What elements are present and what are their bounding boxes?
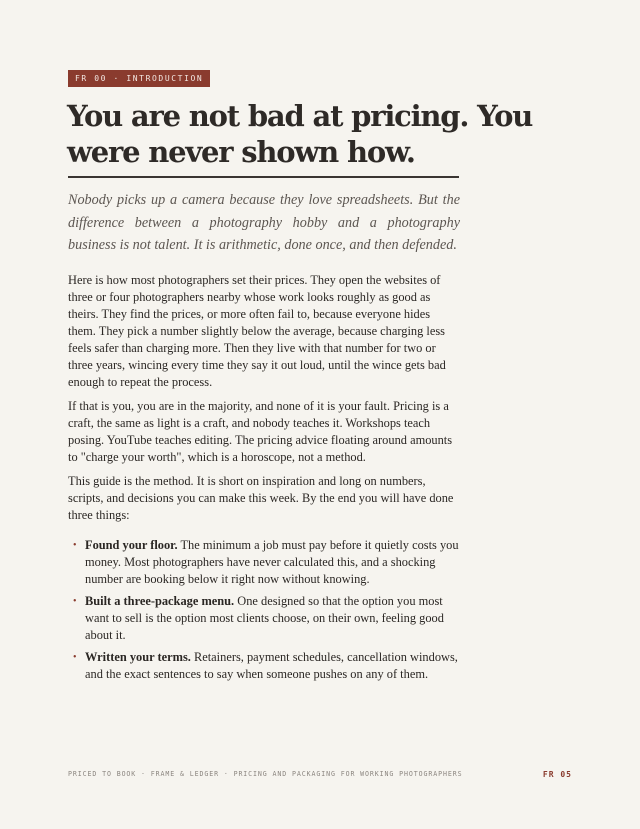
list-item-text: One designed so that the option you most want to sell is the option most clients choose, on their own, feeling good about it. bbox=[85, 594, 444, 642]
lede-paragraph: Nobody picks up a camera because they love spreadsheets. But the difference between a photography hobby and a photography business is not talent. It is arithmetic, done once, and then defended. bbox=[68, 192, 460, 253]
list-item bbox=[68, 593, 460, 644]
page-title: You are not bad at pricing. You were never shown how. bbox=[67, 99, 533, 169]
running-footer: PRICED TO BOOK · FRAME & LEDGER · PRICING AND PACKAGING FOR WORKING PHOTOGRAPHERS bbox=[68, 770, 463, 778]
list-item-lead: Written your terms. bbox=[85, 650, 191, 664]
list-item bbox=[68, 537, 460, 588]
bullet-icon: • bbox=[73, 652, 77, 663]
body-paragraph: If that is you, you are in the majority, and none of it is your fault. Pricing is a craft, the same as light is a craft, and nobody teaches it. Workshops teach posing. YouTube teaches editing. The pricing advice floating around amounts to "charge your worth", which is a horoscope, not a method. bbox=[68, 399, 453, 464]
section-label: FR 00 · INTRODUCTION bbox=[68, 70, 210, 87]
outcomes-list bbox=[68, 537, 460, 683]
page-number: FR 05 bbox=[542, 770, 572, 779]
bullet-icon: • bbox=[73, 540, 77, 551]
title-divider bbox=[68, 176, 459, 178]
body-text bbox=[68, 272, 460, 688]
body-paragraph: This guide is the method. It is short on inspiration and long on numbers, scripts, and decisions you can make this week. By the end you will have done three things: bbox=[68, 474, 454, 522]
body-paragraph: Here is how most photographers set their prices. They open the websites of three or four photographers nearby whose work looks roughly as good as theirs. They find the prices, or more often fail to, because everyone hides them. They pick a number slightly below the average, because charging less feels safer than charging more. Then they live with that number for two or three years, wincing every time they say it out loud, until the wince gets bad enough to repeat the process. bbox=[68, 273, 446, 389]
bullet-icon: • bbox=[73, 596, 77, 607]
list-item bbox=[68, 649, 460, 683]
list-item-text: Retainers, payment schedules, cancellation windows, and the exact sentences to say when someone pushes on any of them. bbox=[85, 650, 458, 681]
list-item-lead: Built a three-package menu. bbox=[85, 594, 235, 608]
list-item-text: The minimum a job must pay before it quietly costs you money. Most photographers have never calculated this, and a shocking number are booking below it right now without knowing. bbox=[85, 538, 459, 586]
list-item-lead: Found your floor. bbox=[85, 538, 178, 552]
